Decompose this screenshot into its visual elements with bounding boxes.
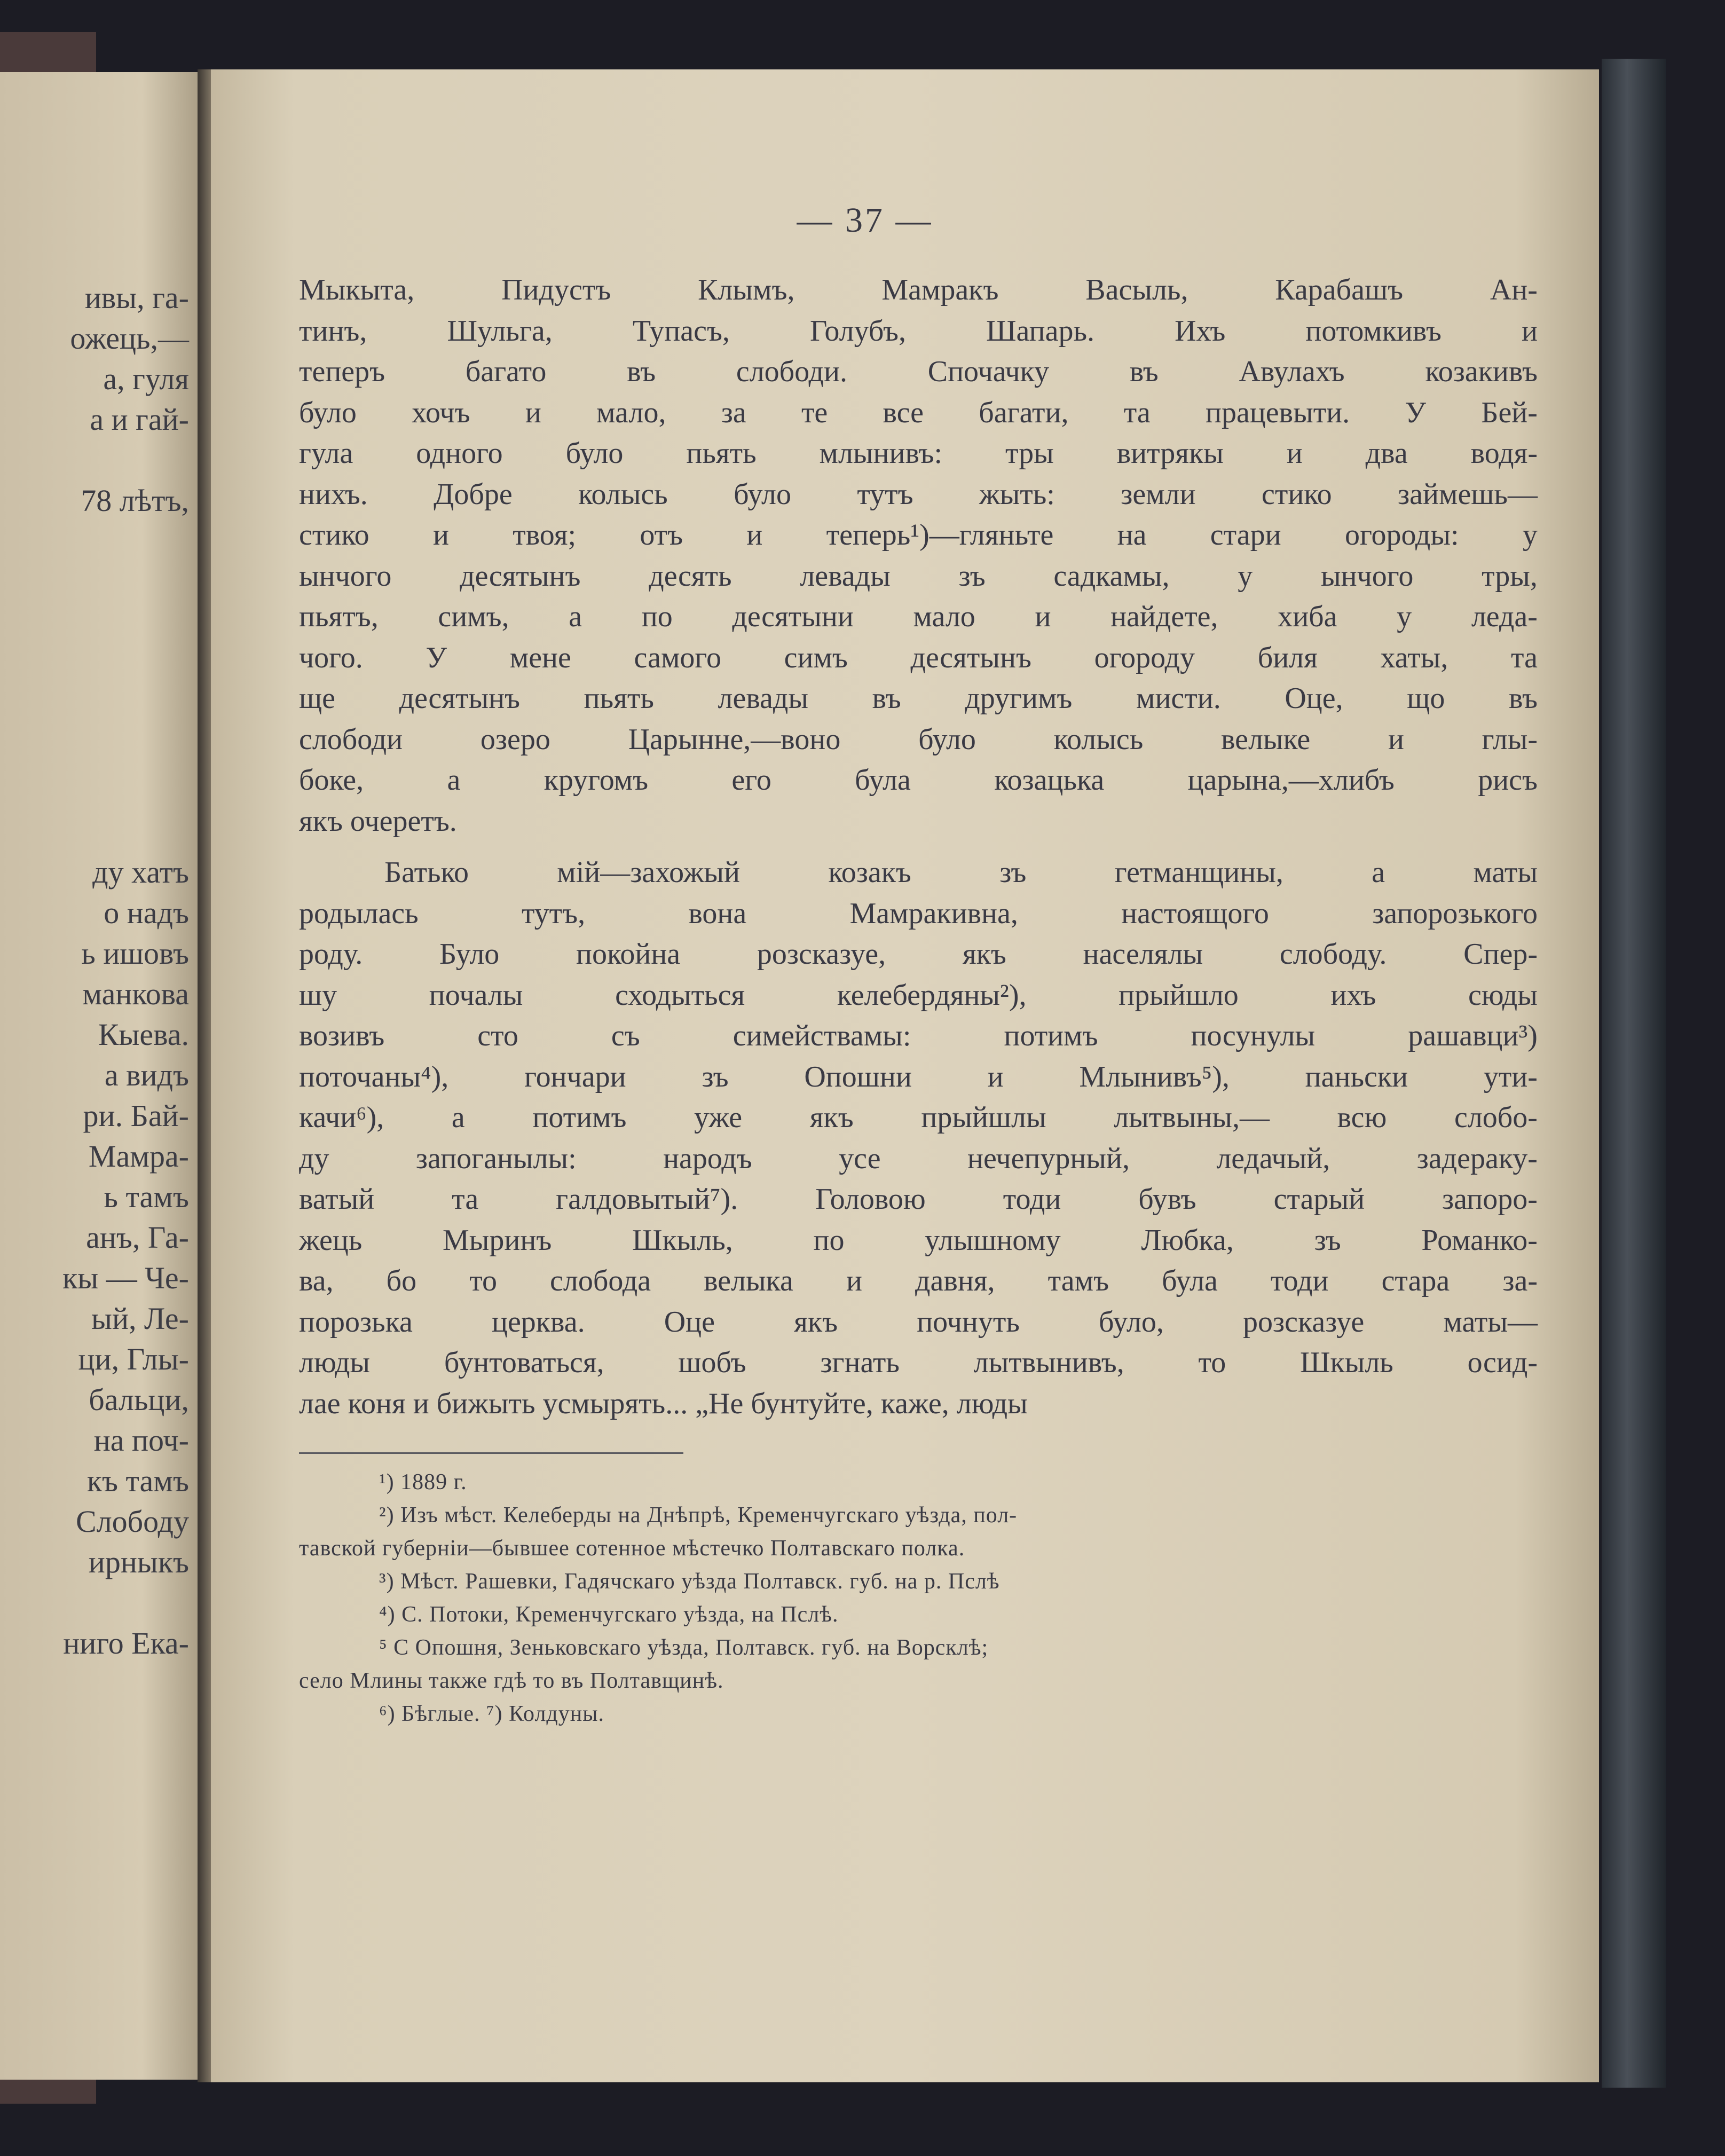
text-line: нихъ. Добре колысь було тутъ жыть: земли стико займешь— <box>299 477 1538 511</box>
text-line: ва, бо то слобода велыка и давня, тамъ була тоди стара за- <box>299 1264 1538 1297</box>
text-line: ще десятынъ пьять левады въ другимъ мисти. Оце, що въ <box>299 682 1538 715</box>
left-page-line: ь ишовъ <box>81 936 189 971</box>
page-number: — 37 — <box>797 201 933 240</box>
book-cover-right <box>1602 59 1666 2088</box>
text-line: роду. Було покойна розсказуе, якъ населялы слободу. Спер- <box>299 938 1538 971</box>
left-page-line: а видъ <box>104 1058 189 1092</box>
text-line: ду запоганылы: народъ усе нечепурный, ледачый, задераку- <box>299 1142 1538 1175</box>
left-page-text <box>62 278 189 1664</box>
left-page-line: ь тамъ <box>104 1179 189 1214</box>
footnote-divider <box>299 1452 683 1454</box>
text-line: Мыкыта, Пидустъ Клымъ, Мамракъ Васыль, Карабашъ Ан- <box>299 273 1538 306</box>
text-line: ынчого десятынъ десять левады зъ садкамы, у ынчого тры, <box>299 559 1538 593</box>
text-line: родылась тутъ, вона Мамракивна, настоящого запорозького <box>299 896 1538 930</box>
left-page <box>0 72 203 2080</box>
paragraph-gap <box>299 841 1538 852</box>
text-line: стико и твоя; отъ и теперь¹)—гляньте на стари огороды: у <box>299 518 1538 552</box>
text-line: тинъ, Шульга, Тупасъ, Голубъ, Шапарь. Ихъ потомкивъ и <box>299 314 1538 348</box>
text-line: возивъ сто съ симействамы: потимъ посунулы рашавци³) <box>299 1019 1538 1052</box>
text-line: поточаны⁴), гончари зъ Опошни и Млынивъ⁵), паньски ути- <box>299 1060 1538 1093</box>
left-page-line: ивы, га- <box>84 280 189 315</box>
text-line: порозька церква. Оце якъ почнуть було, розсказуе маты— <box>299 1305 1538 1339</box>
text-line: пьятъ, симъ, а по десятыни мало и найдете, хиба у леда- <box>299 600 1538 633</box>
right-page <box>211 69 1599 2082</box>
footnote: село Млины также гдѣ то въ Полтавщинѣ. <box>299 1669 724 1693</box>
left-page-line: Мамра- <box>88 1139 189 1174</box>
text-line: чого. У мене самого симъ десятынъ огороду биля хаты, та <box>299 641 1538 674</box>
footnote: ³) Мѣст. Рашевки, Гадячскаго уѣзда Полтавск. губ. на р. Пслѣ <box>379 1569 1000 1594</box>
left-page-line <box>62 440 189 481</box>
left-page-line: а и гай- <box>90 402 189 437</box>
left-page-line: къ тамъ <box>86 1463 189 1498</box>
left-page-line <box>62 521 189 852</box>
left-page-line: а, гуля <box>103 361 189 396</box>
text-line: слободи озеро Царынне,—воно було колысь велыке и глы- <box>299 722 1538 756</box>
footnote: тавской губерніи—бывшее сотенное мѣстечко Полтавскаго полка. <box>299 1536 965 1561</box>
footnotes <box>299 1466 1538 1730</box>
left-page-line: манкова <box>82 977 189 1011</box>
left-page-line: ци, Глы- <box>78 1342 189 1376</box>
left-page-line <box>62 1583 189 1623</box>
left-page-line: ри. Бай- <box>83 1098 189 1133</box>
left-page-line: 78 лѣтъ, <box>81 483 189 518</box>
text-line: ватый та галдовытый⁷). Головою тоди бувъ старый запоро- <box>299 1183 1538 1216</box>
footnote: ⁶) Бѣглые. ⁷) Колдуны. <box>379 1702 604 1726</box>
text-line: Батько мій—захожый козакъ зъ гетманщины, а маты <box>384 856 1538 889</box>
footnote: ¹) 1889 г. <box>379 1470 467 1494</box>
text-line: якъ очеретъ. <box>299 804 457 838</box>
left-page-line: на поч- <box>93 1423 189 1458</box>
text-line: було хочъ и мало, за те все багати, та працевыти. У Бей- <box>299 396 1538 429</box>
footnote: ⁵ С Опошня, Зеньковскаго уѣзда, Полтавск. губ. на Ворсклѣ; <box>379 1635 989 1660</box>
left-page-line: ирныкъ <box>88 1545 189 1579</box>
left-page-line: Слободу <box>76 1504 189 1539</box>
text-line: шу почалы сходыться келебердяны²), прыйшло ихъ сюды <box>299 978 1538 1012</box>
body-text <box>299 270 1538 1424</box>
left-page-line: ожець,— <box>70 321 189 356</box>
footnote: ²) Изъ мѣст. Келеберды на Днѣпрѣ, Кременчугскаго уѣзда, пол- <box>379 1503 1018 1528</box>
left-page-line: кы — Че- <box>62 1261 189 1295</box>
text-line: боке, а кругомъ его була козацька царына,—хлибъ рисъ <box>299 764 1538 797</box>
left-page-line: о надъ <box>104 895 189 930</box>
text-line: качи⁶), а потимъ уже якъ прыйшлы лытвыны,— всю слобо- <box>299 1101 1538 1134</box>
text-line: жець Мыринъ Шкыль, по улышному Любка, зъ Романко- <box>299 1223 1538 1257</box>
footnote: ⁴) С. Потоки, Кременчугскаго уѣзда, на Пслѣ. <box>379 1602 839 1627</box>
text-line: гула одного було пьять млынивъ: тры витрякы и два водя- <box>299 437 1538 470</box>
text-line: теперъ багато въ слободи. Спочачку въ Авулахъ козакивъ <box>299 355 1538 388</box>
text-line: люды бунтоваться, шобъ згнать лытвынивъ, то Шкыль осид- <box>299 1346 1538 1379</box>
left-page-line: бальци, <box>89 1382 189 1417</box>
left-page-line: ниго Ека- <box>63 1626 189 1661</box>
left-page-line: Кыева. <box>98 1017 189 1052</box>
left-page-line: ду хатъ <box>92 855 189 890</box>
left-page-line: анъ, Га- <box>86 1220 189 1255</box>
text-line: лае коня и бижыть усмырять... „Не бунтуйте, каже, люды <box>299 1387 1028 1420</box>
left-page-line: ый, Ле- <box>91 1301 189 1336</box>
